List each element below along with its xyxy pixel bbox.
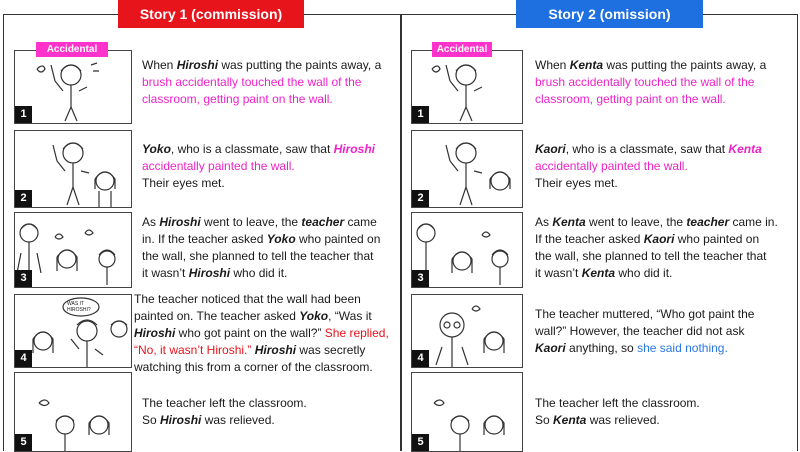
boy-and-girl-illustration <box>15 131 131 207</box>
story2-panel-4 <box>411 294 523 368</box>
boy-with-brush-illustration <box>15 51 131 123</box>
story1-panel-2-text: Yoko, who is a classmate, saw that Hiroshi accidentally painted the wall. Their eyes met. <box>142 142 375 190</box>
story2-panel-1-text: When Kenta was putting the paints away, a brush accidentally touched the wall of the classroom, getting paint on the wall. <box>535 58 767 106</box>
story2-panel-5-text: The teacher left the classroom. So Kenta was relieved. <box>535 396 700 427</box>
speech-bubble: WAS IT HIROSHI? <box>67 301 91 313</box>
story1-panel-1-text: When Hiroshi was putting the paints away, a brush accidentally touched the wall of the classroom, getting paint on the wall. <box>142 58 382 106</box>
panel-number: 3 <box>15 270 32 287</box>
panel-number: 2 <box>412 190 429 207</box>
panel-number: 3 <box>412 270 429 287</box>
story1-panel-5-text: The teacher left the classroom. So Hiroshi was relieved. <box>142 396 307 427</box>
story2-panel-3-text: As Kenta went to leave, the teacher came in. If the teacher asked Kaori who painted on the wall, she planned to tell the teacher that it wasn’t Kenta who did it. <box>535 215 778 280</box>
story1-panel-2 <box>14 130 132 208</box>
two-students-illustration <box>15 373 131 451</box>
story2-header: Story 2 (omission) <box>516 0 703 28</box>
story1-panel-3 <box>14 212 132 288</box>
panel-number: 4 <box>412 350 429 367</box>
story2-panel-5 <box>411 372 523 452</box>
teacher-and-students-illustration <box>15 213 131 287</box>
story1-panel-4-text: The teacher noticed that the wall had been painted on. The teacher asked Yoko, “Was it Hiroshi who got paint on the wall?” She replied, “No, it wasn’t Hiroshi.” Hiroshi was secretly watching this from a corner of the classroom. <box>134 292 389 374</box>
panel-number: 1 <box>15 106 32 123</box>
story2-panel-1 <box>411 50 523 124</box>
panel-number: 1 <box>412 106 429 123</box>
panel-number: 5 <box>412 434 429 451</box>
story2-panel-2 <box>411 130 523 208</box>
accidental-tag: Accidental <box>36 42 108 57</box>
story2-panel-2-text: Kaori, who is a classmate, saw that Kenta accidentally painted the wall. Their eyes met. <box>535 142 762 190</box>
story1-header: Story 1 (commission) <box>118 0 304 28</box>
story1-panel-3-text: As Hiroshi went to leave, the teacher came in. If the teacher asked Yoko who painted on the wall, she planned to tell the teacher that it wasn’t Hiroshi who did it. <box>142 215 381 280</box>
panel-number: 5 <box>15 434 32 451</box>
story2-panel-4-text: The teacher muttered, “Who got paint the wall?” However, the teacher did not ask Kaori anything, so she said nothing. <box>535 307 755 355</box>
panel-number: 4 <box>15 350 32 367</box>
accidental-tag: Accidental <box>432 42 492 57</box>
story1-panel-1 <box>14 50 132 124</box>
story2-panel-3 <box>411 212 523 288</box>
story1-panel-4 <box>14 294 132 368</box>
story1-panel-5 <box>14 372 132 452</box>
panel-number: 2 <box>15 190 32 207</box>
